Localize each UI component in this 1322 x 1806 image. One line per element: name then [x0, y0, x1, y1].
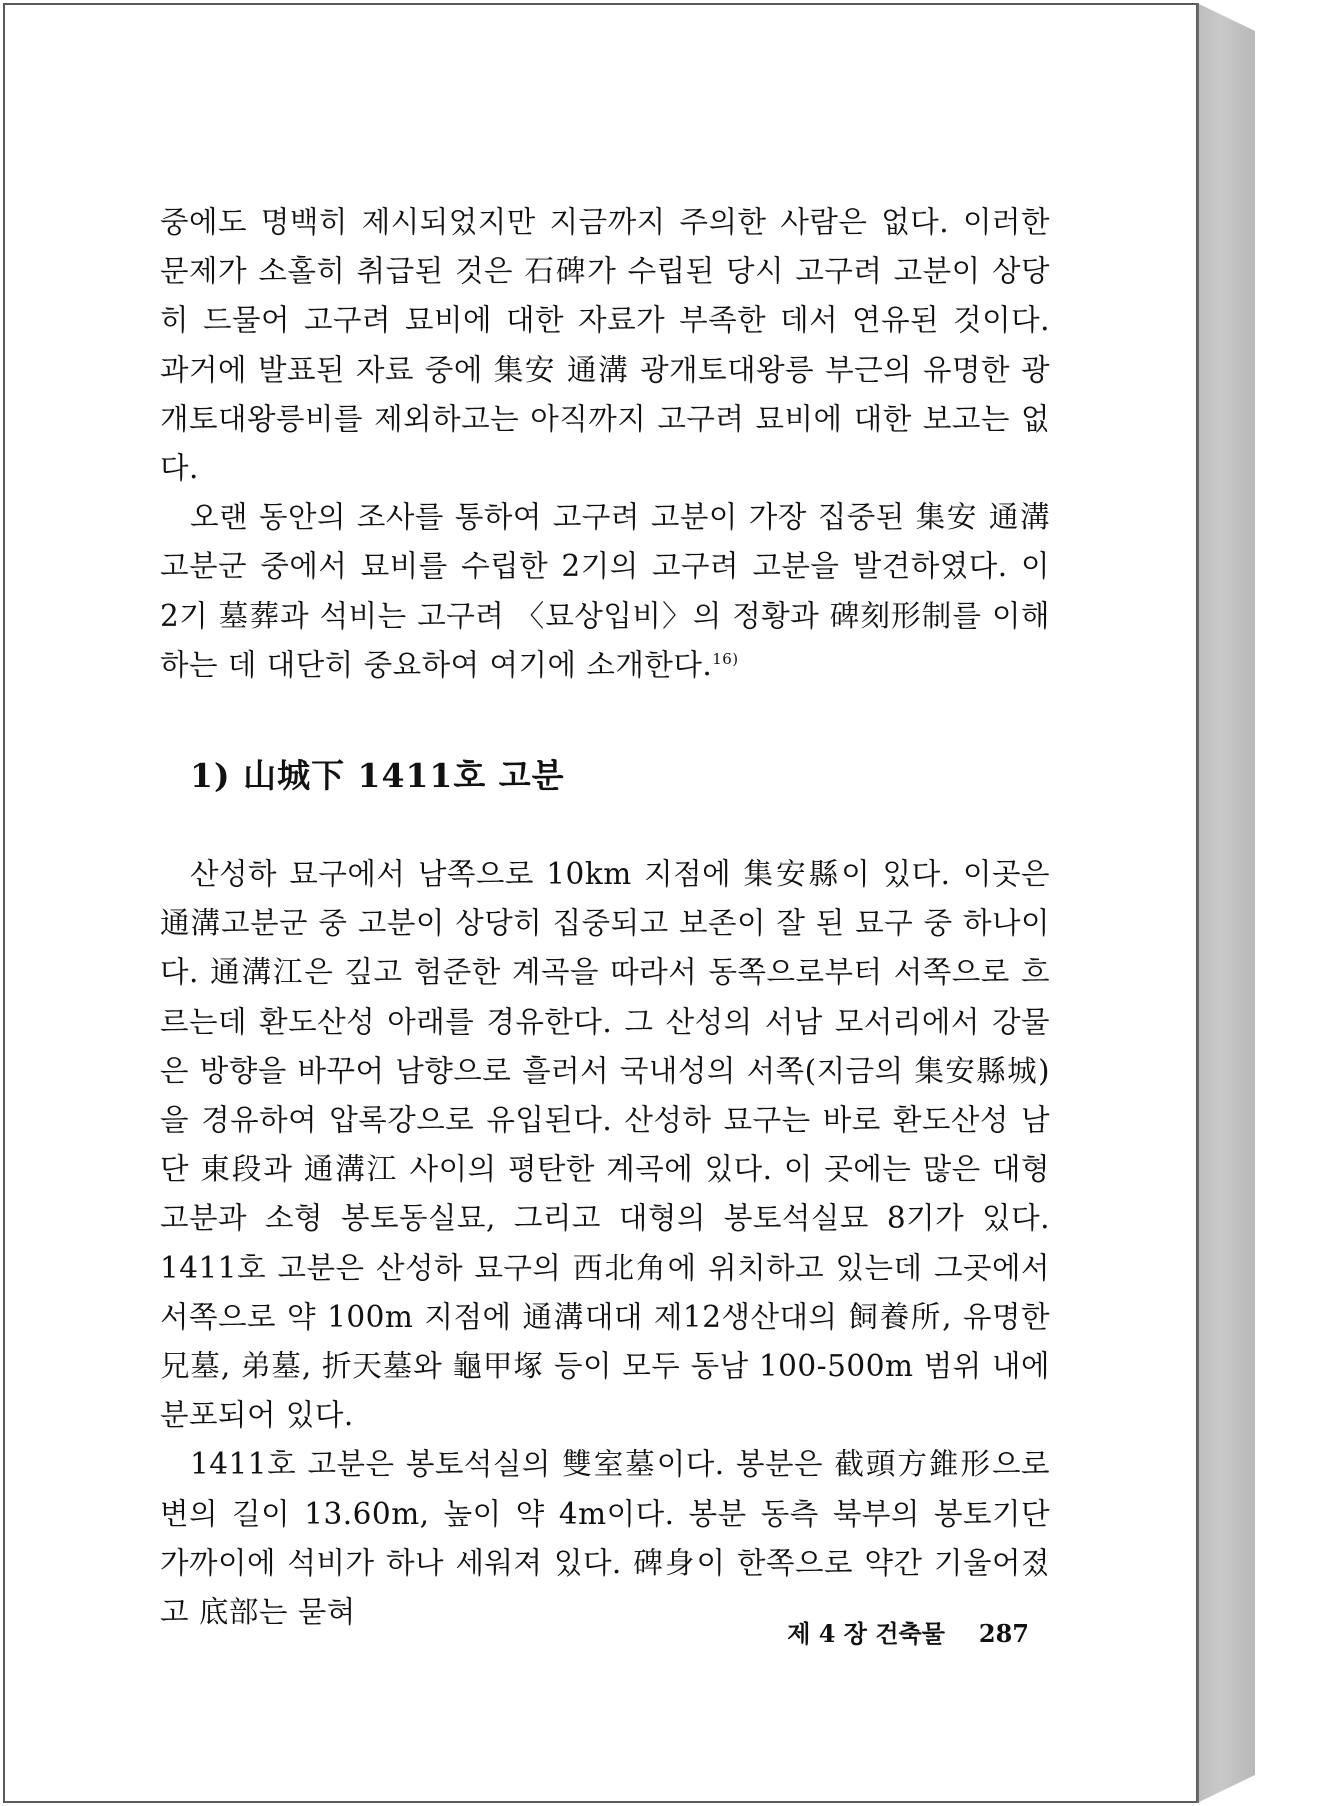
paragraph: 중에도 명백히 제시되었지만 지금까지 주의한 사람은 없다. 이러한 문제가 소홀히 취급된 것은 石碑가 수립된 당시 고구려 고분이 상당히 드물어 고구려 묘비에 대한 자료가 부족한 데서 연유된 것이다. 과거에 발표된 자료 중에 集安 通溝 광개토대왕릉 부근의 유명한 광개토대왕릉비를 제외하고는 아직까지 고구려 묘비에 대한 보고는 없다.: [160, 205, 1050, 486]
page-number: 287: [978, 1619, 1029, 1648]
paragraph: [160, 493, 1050, 690]
paragraph-text: 오랜 동안의 조사를 통하여 고구려 고분이 가장 집중된 集安 通溝 고분군 중에서 묘비를 수립한 2기의 고구려 고분을 발견하였다. 이 2기 墓葬과 석비는 고구려 〈묘상입비〉의 정황과 碑刻形制를 이해하는 데 대단히 중요하여 여기에 소개한다.: [160, 500, 1050, 682]
page-footer: [787, 1614, 1029, 1649]
paragraph: 산성하 묘구에서 남쪽으로 10km 지점에 集安縣이 있다. 이곳은 通溝고분군 중 고분이 상당히 집중되고 보존이 잘 된 묘구 중 하나이다. 通溝江은 깊고 험준한 계곡을 따라서 동쪽으로부터 서쪽으로 흐르는데 환도산성 아래를 경유한다. 그 산성의 서남 모서리에서 강물은 방향을 바꾸어 남향으로 흘러서 국내성의 서쪽(지금의 集安縣城)을 경유하여 압록강으로 유입된다. 산성하 묘구는 바로 환도산성 남단 東段과 通溝江 사이의 평탄한 계곡에 있다. 이 곳에는 많은 대형 고분과 소형 봉토동실묘, 그리고 대형의 봉토석실묘 8기가 있다. 1411호 고분은 산성하 묘구의 西北角에 위치하고 있는데 그곳에서 서쪽으로 약 100m 지점에 通溝대대 제12생산대의 飼養所, 유명한 兄墓, 弟墓, 折天墓와 龜甲塚 등이 모두 동남 100-500m 범위 내에 분포되어 있다.: [160, 857, 1050, 1433]
footnote-marker: 16): [712, 650, 739, 668]
page-stack-edge: [1197, 3, 1255, 1803]
chapter-label: 제 4 장 건축물: [787, 1619, 945, 1648]
text-block-top: [160, 198, 1050, 690]
section-heading: 1) 山城下 1411호 고분: [190, 756, 565, 795]
page-edge-line: [1197, 3, 1199, 1803]
text-block-bottom: [160, 850, 1050, 1637]
paragraph: 1411호 고분은 봉토석실의 雙室墓이다. 봉분은 截頭方錐形으로 변의 길이 13.60m, 높이 약 4m이다. 봉분 동측 북부의 봉토기단 가까이에 석비가 하나 세워져 있다. 碑身이 한쪽으로 약간 기울어졌고 底部는 묻혀: [160, 1447, 1050, 1630]
